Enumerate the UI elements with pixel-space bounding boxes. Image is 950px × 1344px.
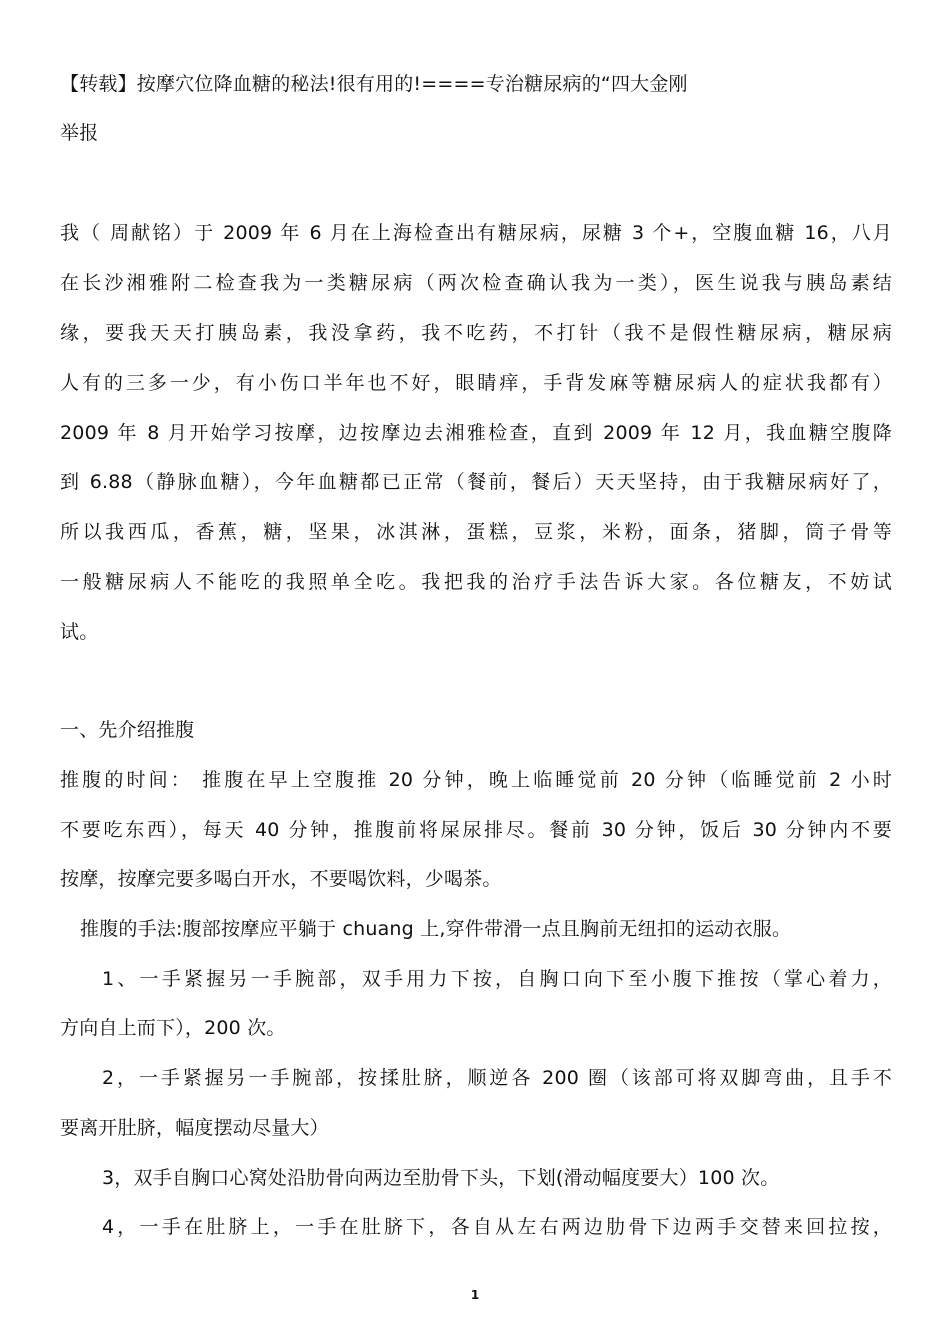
paragraph-line: 试。 (60, 621, 99, 643)
document-title: 【转载】按摩穴位降血糖的秘法!很有用的!====专治糖尿病的“四大金刚 (60, 73, 688, 95)
step-line: 方向自上而下），200 次。 (60, 1017, 286, 1039)
paragraph-line: 缘，要我天天打胰岛素，我没拿药，我不吃药，不打针（我不是假性糖尿病，糖尿病 (60, 322, 892, 344)
paragraph-line: 到 6.88（静脉血糖），今年血糖都已正常（餐前，餐后）天天坚持，由于我糖尿病好了， (60, 471, 892, 493)
timing-line: 不要吃东西），每天 40 分钟，推腹前将屎尿排尽。餐前 30 分钟，饭后 30 分钟内不要 (60, 819, 892, 841)
section-heading: 一、先介绍推腹 (60, 719, 195, 741)
step-line: 4，一手在肚脐上，一手在肚脐下，各自从左右两边肋骨下边两手交替来回拉按， (102, 1216, 892, 1238)
step-line: 2，一手紧握另一手腕部，按揉肚脐，顺逆各 200 圈（该部可将双脚弯曲，且手不 (102, 1067, 892, 1089)
step-line: 3，双手自胸口心窝处沿肋骨向两边至肋骨下头，下划(滑动幅度要大）100 次。 (102, 1167, 780, 1189)
timing-line: 按摩，按摩完要多喝白开水，不要喝饮料，少喝茶。 (60, 868, 502, 890)
step-line: 1、一手紧握另一手腕部，双手用力下按，自胸口向下至小腹下推按（掌心着力， (102, 968, 892, 990)
paragraph-line: 人有的三多一少，有小伤口半年也不好，眼睛痒，手背发麻等糖尿病人的症状我都有） (60, 372, 892, 394)
method-intro: 推腹的手法:腹部按摩应平躺于 chuang 上,穿件带滑一点且胸前无纽扣的运动衣服。 (80, 918, 792, 940)
paragraph-line: 在长沙湘雅附二检查我为一类糖尿病（两次检查确认我为一类），医生说我与胰岛素结 (60, 272, 892, 294)
step-line: 要离开肚脐，幅度摆动尽量大） (60, 1117, 329, 1139)
paragraph-line: 我（ 周献铭）于 2009 年 6 月在上海检查出有糖尿病，尿糖 3 个+，空腹血糖 16，八月 (60, 222, 892, 244)
page-number: 1 (470, 1288, 480, 1302)
paragraph-line: 一般糖尿病人不能吃的我照单全吃。我把我的治疗手法告诉大家。各位糖友，不妨试 (60, 571, 892, 593)
paragraph-line: 所以我西瓜，香蕉，糖，坚果，冰淇淋，蛋糕，豆浆，米粉，面条，猪脚，筒子骨等 (60, 521, 892, 543)
report-link[interactable]: 举报 (60, 122, 99, 144)
paragraph-line: 2009 年 8 月开始学习按摩，边按摩边去湘雅检查，直到 2009 年 12 月，我血糖空腹降 (60, 422, 892, 444)
timing-line: 推腹的时间： 推腹在早上空腹推 20 分钟，晚上临睡觉前 20 分钟（临睡觉前 2 小时 (60, 769, 892, 791)
